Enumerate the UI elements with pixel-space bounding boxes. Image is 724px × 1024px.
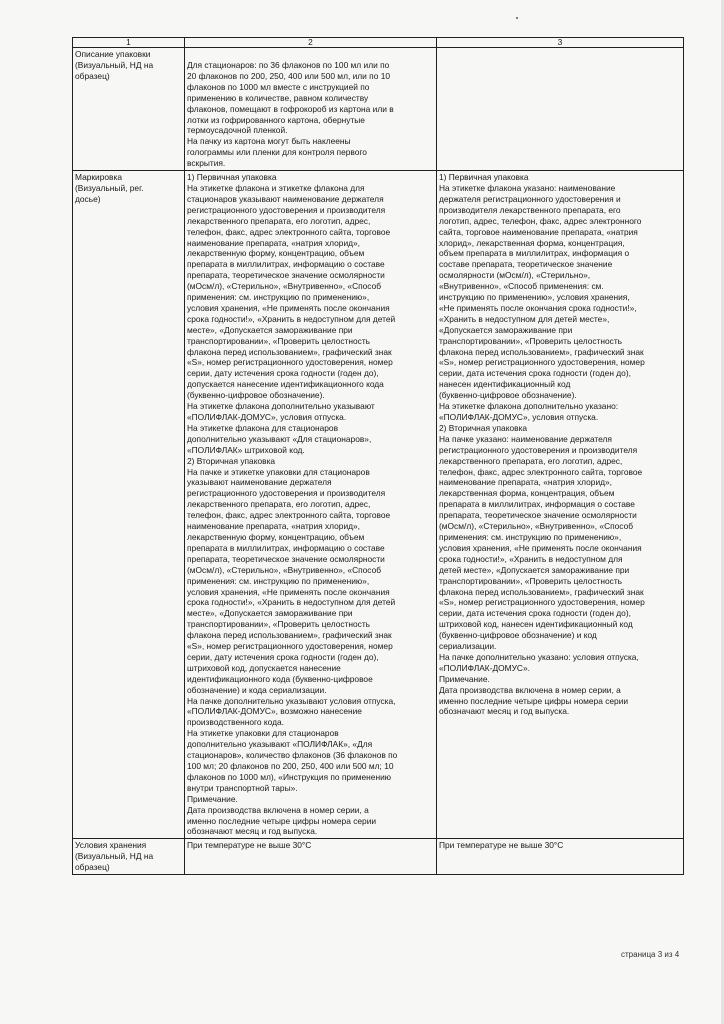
text-line: штриховой код, допускается нанесение: [187, 662, 341, 673]
text-line: регистрационного удостоверения и производителя: [187, 204, 386, 215]
text-line: инструкцию по применению», условия хранения,: [439, 292, 630, 303]
text-line: серии, дату истечения срока годности (годен до),: [187, 651, 379, 662]
text-line: препарата в миллилитрах, информация о составе: [439, 499, 635, 510]
text-line: 100 мл; 20 флаконов по 200, 250, 400 или 500 мл; 10: [187, 761, 394, 771]
text-line: препарата в миллилитрах, информацию о составе: [187, 542, 385, 553]
text-line: транспортировании», «Проверить целостность: [187, 619, 371, 630]
text-line: 1) Первичная упаковка: [439, 172, 529, 183]
text-line: дополнительно указывают «ПОЛИФЛАК», «Для: [187, 739, 373, 750]
text-line: нанесен идентификационный код: [439, 379, 571, 390]
text-line: осмолярности (мОсм/л), «Стерильно»,: [439, 270, 591, 281]
text-line: дополнительно указывают «Для стационаров»,: [187, 433, 372, 444]
text-line: указывают наименование держателя: [187, 477, 332, 488]
page-number: страница 3 из 4: [621, 950, 680, 959]
text-line: «S», номер регистрационного удостоверения, номер: [439, 597, 645, 608]
text-line: допускается нанесение идентификационного кода: [187, 379, 384, 390]
text-line: (мОсм/л), «Стерильно», «Внутривенно», «Способ: [187, 564, 382, 575]
text-line: На пачке и этикетке упаковки для стационаров: [187, 466, 370, 477]
text-line: применению в количестве, равном количеству: [187, 92, 369, 103]
text-line: «Не применять после окончания срока годности!»,: [439, 302, 637, 313]
text-line: идентификационного кода (буквенно-цифровое: [187, 673, 373, 684]
text-line: применения: см. инструкцию по применению»,: [439, 531, 622, 542]
row-label-labeling: [73, 171, 185, 839]
text-line: производственного кода.: [187, 717, 284, 728]
text-line: «S», номер регистрационного удостоверения, номер: [187, 357, 393, 368]
text-line: лекарственного препарата, его логотип, адрес,: [187, 215, 371, 226]
text-line: При температуре не выше 30°С: [439, 840, 564, 851]
text-line: лекарственную форму, концентрацию, объем: [187, 248, 365, 259]
text-line: флаконов по 1000 мл), «Инструкция по применению: [187, 771, 392, 782]
table-header-row: [73, 38, 684, 48]
text-line: месте», «Допускается замораживание при: [187, 608, 353, 619]
text-line: (Визуальный, НД на: [75, 59, 154, 70]
text-line: именно последние четыре цифры номера серии: [439, 695, 629, 706]
text-line: (мОсм/л), «Стерильно», «Внутривенно», «Способ: [439, 521, 634, 532]
text-line: наименование препарата, «натрия хлорид»,: [187, 237, 361, 248]
text-line: На этикетке флакона указано: наименование: [439, 182, 616, 193]
text-line: «Допускается замораживание при: [439, 324, 573, 335]
storage-conditions-result: [437, 839, 684, 875]
text-line: транспортировании», «Проверить целостность: [439, 575, 623, 586]
text-line: «S», номер регистрационного удостоверения, номер: [439, 357, 645, 368]
text-line: На этикетке флакона и этикетке флакона для: [187, 182, 365, 193]
text-line: «ПОЛИФЛАК» штриховой код.: [187, 444, 305, 455]
text-line: телефон, факс, адрес электронного сайта, торговое: [187, 226, 391, 237]
text-line: составе препарата, теоретическое значение: [439, 259, 613, 270]
text-line: На этикетке флакона для стационаров: [187, 422, 339, 433]
text-line: 1) Первичная упаковка: [187, 172, 277, 183]
text-line: препарата, теоретическое значение осмолярности: [439, 510, 637, 521]
text-line: производителя лекарственного препарата, его: [439, 204, 621, 215]
row-label-package-description: [73, 48, 185, 171]
labeling-result: [437, 171, 684, 839]
text-line: На пачке дополнительно указано: условия отпуска,: [439, 651, 639, 662]
text-line: Описание упаковки: [75, 49, 151, 59]
row-label-storage-conditions: [73, 839, 185, 875]
text-line: регистрационного удостоверения и производителя: [187, 488, 386, 499]
text-line: «ПОЛИФЛАК-ДОМУС», условия отпуска.: [187, 412, 347, 422]
text-line: внутри транспортной тары».: [187, 782, 298, 793]
package-description-result: [437, 48, 684, 171]
text-line: Дата производства включена в номер серии, а: [439, 684, 621, 695]
column-number-3: 3: [437, 38, 684, 48]
text-line: препарата, теоретическое значение осмолярности: [187, 270, 385, 281]
text-line: (буквенно-цифровое обозначение).: [439, 390, 577, 401]
text-line: Для стационаров: по 36 флаконов по 100 мл или по: [187, 60, 390, 70]
text-line: серии, дата истечения срока годности (годен до),: [439, 368, 631, 379]
text-line: При температуре не выше 30°С: [187, 840, 312, 851]
column-number-1: 1: [73, 38, 185, 48]
text-line: препарата в миллилитрах, информацию о составе: [187, 259, 385, 270]
package-description-requirement: [185, 48, 437, 171]
text-line: телефон, факс, адрес электронного сайта, торговое: [439, 466, 643, 477]
text-line: серии, дату истечения срока годности (годен до),: [187, 368, 379, 379]
text-line: транспортировании», «Проверить целостность: [187, 335, 371, 346]
text-line: держателя регистрационного удостоверения и: [439, 193, 621, 204]
text-line: образец): [75, 862, 110, 873]
text-line: На пачку из картона могут быть наклеены: [187, 136, 351, 147]
scan-speck: [516, 17, 518, 19]
text-line: (Визуальный, рег.: [75, 182, 144, 193]
text-line: препарата, теоретическое значение осмолярности: [187, 553, 385, 564]
text-line: срока годности!», «Хранить в недоступном для детей: [187, 597, 396, 608]
text-line: лекарственного препарата, его логотип, адрес,: [439, 455, 623, 466]
text-line: обозначают месяц и год выпуска.: [187, 826, 318, 837]
text-line: Маркировка: [75, 172, 122, 183]
text-line: телефон, факс, адрес электронного сайта, торговое: [187, 510, 391, 521]
row-labeling: [73, 171, 684, 839]
text-line: детей месте», «Допускается замораживание при: [439, 564, 630, 575]
text-line: На этикетке флакона дополнительно указано:: [439, 401, 619, 412]
text-line: наименование препарата, «натрия хлорид»,: [187, 521, 361, 532]
text-line: образец): [75, 70, 110, 81]
text-line: «ПОЛИФЛАК-ДОМУС», условия отпуска.: [439, 412, 599, 422]
text-line: «ПОЛИФЛАК-ДОМУС», возможно нанесение: [187, 706, 362, 717]
text-line: На пачке дополнительно указывают условия отпуска,: [187, 695, 396, 706]
text-line: срока годности!», «Хранить в недоступном для: [439, 553, 623, 564]
text-line: именно последние четыре цифры номера серии: [187, 815, 377, 826]
text-line: лекарственного препарата, его логотип, адрес,: [187, 499, 371, 510]
text-line: «Хранить в недоступном для детей месте»,: [439, 313, 610, 324]
text-line: серии, дата истечения срока годности (годен до),: [439, 608, 631, 619]
text-line: 2) Вторичная упаковка: [439, 422, 528, 433]
text-line: условия хранения, «Не применять после окончания: [187, 586, 390, 597]
text-line: (буквенно-цифровое обозначение).: [187, 390, 325, 401]
text-line: флакона перед использованием», графический знак: [439, 586, 644, 597]
text-line: флаконов, помещают в гофрокороб из картона или в: [187, 103, 394, 114]
text-line: регистрационного удостоверения и производителя: [439, 444, 638, 455]
text-line: обозначение) и кода сериализации.: [187, 684, 327, 695]
text-line: флакона перед использованием», графический знак: [187, 630, 392, 641]
text-line: месте», «Допускается замораживание при: [187, 324, 353, 335]
text-line: На этикетке флакона дополнительно указывают: [187, 401, 375, 412]
text-line: применения: см. инструкцию по применению»,: [187, 575, 370, 586]
text-line: сайта, торговое наименование препарата, «натрия: [439, 226, 638, 237]
text-line: применения: см. инструкцию по применению»,: [187, 292, 370, 303]
text-line: Примечание.: [187, 793, 238, 804]
text-line: термоусадочной пленкой.: [187, 125, 288, 136]
text-line: штриховой код, нанесен идентификационный код: [439, 619, 633, 630]
text-line: На пачке указано: наименование держателя: [439, 433, 612, 444]
text-line: «S», номер регистрационного удостоверения, номер: [187, 641, 393, 652]
text-line: транспортировании», «Проверить целостность: [439, 335, 623, 346]
text-line: «ПОЛИФЛАК-ДОМУС».: [439, 662, 530, 673]
text-line: стационаров указывают наименование держателя: [187, 193, 384, 204]
text-line: флакона перед использованием», графический знак: [187, 346, 392, 357]
text-line: флакона перед использованием», графический знак: [439, 346, 644, 357]
text-line: Условия хранения: [75, 840, 147, 851]
row-package-description: [73, 48, 684, 171]
text-line: сериализации.: [439, 641, 497, 652]
text-line: Примечание.: [439, 673, 490, 684]
row-storage-conditions: [73, 839, 684, 875]
storage-conditions-requirement: [185, 839, 437, 875]
text-line: флаконов по 1000 мл вместе с инструкцией по: [187, 81, 370, 92]
text-line: наименование препарата, «натрия хлорид»,: [439, 477, 613, 488]
text-line: (буквенно-цифровое обозначение) и код: [439, 630, 597, 641]
labeling-requirement: [185, 171, 437, 839]
column-number-2: 2: [185, 38, 437, 48]
specification-table: [72, 37, 684, 875]
text-line: вскрытия.: [187, 158, 226, 169]
text-line: лотки из гофрированного картона, обернутые: [187, 114, 365, 125]
text-line: досье): [75, 193, 101, 204]
text-line: стационаров», количество флаконов (36 флаконов по: [187, 750, 398, 761]
text-line: На этикетке упаковки для стационаров: [187, 728, 339, 739]
text-line: лекарственная форма, концентрация, объем: [439, 488, 615, 499]
text-line: логотип, адрес, телефон, факс, адрес электронного: [439, 215, 642, 226]
text-line: (Визуальный, НД на: [75, 851, 154, 862]
text-line: лекарственную форму, концентрацию, объем: [187, 531, 365, 542]
text-line: голограммы или пленки для контроля первого: [187, 147, 367, 158]
text-line: (мОсм/л), «Стерильно», «Внутривенно», «Способ: [187, 281, 382, 292]
text-line: обозначают месяц и год выпуска.: [439, 706, 570, 717]
text-line: хлорид», лекарственная форма, концентрация,: [439, 237, 625, 248]
text-line: объем препарата в миллилитрах, информация о: [439, 248, 630, 259]
text-line: 2) Вторичная упаковка: [187, 455, 276, 466]
text-line: условия хранения, «Не применять после окончания: [439, 542, 642, 553]
text-line: срока годности!», «Хранить в недоступном для детей: [187, 313, 396, 324]
text-line: условия хранения, «Не применять после окончания: [187, 302, 390, 313]
text-line: «Внутривенно», «Способ применения: см.: [439, 281, 604, 292]
text-line: 20 флаконов по 200, 250, 400 или 500 мл, или по 10: [187, 70, 391, 81]
text-line: Дата производства включена в номер серии, а: [187, 804, 369, 815]
